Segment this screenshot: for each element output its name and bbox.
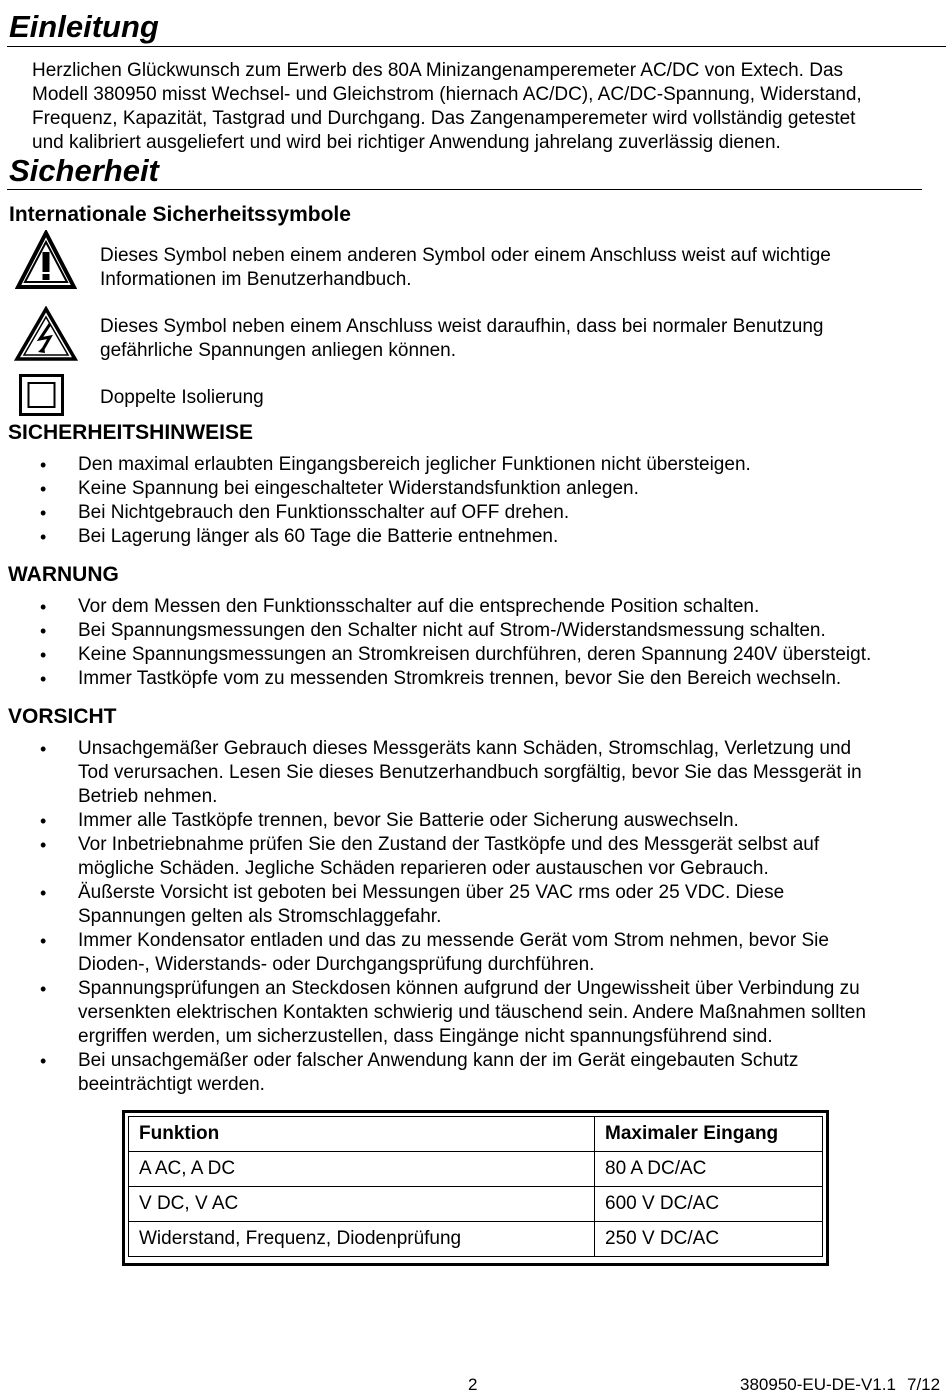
symbol-description: Doppelte Isolierung [100,387,264,408]
paragraph-line: Modell 380950 misst Wechsel- und Gleichstrom (hiernach AC/DC), AC/DC-Spannung, Widerstand, [32,84,862,105]
warning-triangle-icon [15,230,77,290]
symbol-description [100,244,940,292]
symbol-text-line: Dieses Symbol neben einem anderen Symbol oder einem Anschluss weist auf wichtige [100,245,831,266]
paragraph-line: Herzlichen Glückwunsch zum Erwerb des 80A Minizangenamperemeter AC/DC von Extech. Das [32,60,844,81]
symbol-text-line: gefährliche Spannungen anliegen können. [100,340,457,361]
table-row [129,1222,823,1257]
list-item-line: • Spannungsprüfungen an Steckdosen können aufgrund der Ungewissheit über Verbindung zu [78,978,860,999]
double-insulation-icon [19,374,64,416]
list-item-line: • Bei unsachgemäßer oder falscher Anwendung kann der im Gerät eingebauten Schutz [78,1050,799,1071]
list-item-line: • Äußerste Vorsicht ist geboten bei Messungen über 25 VAC rms oder 25 VDC. Diese [78,882,785,903]
table-cell: A AC, A DC [129,1152,595,1187]
table-cell: 80 A DC/AC [595,1152,823,1187]
list-item [8,977,943,1049]
list-item: • Bei Nichtgebrauch den Funktionsschalter auf OFF drehen. [8,501,943,525]
table-header-row [129,1117,823,1152]
symbol-text-line: Informationen im Benutzerhandbuch. [100,269,412,290]
list-item [8,1049,943,1097]
vorsicht-heading: VORSICHT [8,705,117,728]
max-input-table-grid [128,1116,823,1257]
title-rule [7,46,946,47]
list-item-line: versenkten elektrischen Kontakten schwierig und täuschend sein. Andere Maßnahmen sollten [78,1002,866,1023]
list-item-line: beeinträchtigt werden. [78,1074,265,1095]
section-title-einleitung: Einleitung [9,9,159,44]
table-cell: V DC, V AC [129,1187,595,1222]
list-item: • Keine Spannungsmessungen an Stromkreisen durchführen, deren Spannung 240V übersteigt. [8,643,943,667]
list-item [8,929,943,977]
list-item-line: • Unsachgemäßer Gebrauch dieses Messgeräts kann Schäden, Stromschlag, Verletzung und [78,738,852,759]
document-id: 380950-EU-DE-V1.1 [740,1375,896,1394]
symbols-heading: Internationale Sicherheitssymbole [9,203,351,226]
symbol-text-line: Dieses Symbol neben einem Anschluss weist daraufhin, dass bei normaler Benutzung [100,316,824,337]
hinweise-list [8,453,943,549]
list-item-line: ergriffen werden, um sicherzustellen, dass Eingänge nicht spannungsführend sind. [78,1026,773,1047]
symbol-description [100,315,940,363]
title-rule [7,189,922,190]
einleitung-paragraph [32,59,942,155]
table-header-cell: Maximaler Eingang [595,1117,823,1152]
list-item: • Bei Lagerung länger als 60 Tage die Batterie entnehmen. [8,525,943,549]
table-row [129,1187,823,1222]
list-item [8,881,943,929]
paragraph-line: Frequenz, Kapazität, Tastgrad und Durchgang. Das Zangenamperemeter wird vollständig getestet [32,108,856,129]
max-input-table [122,1110,829,1266]
list-item-line: Spannungen gelten als Stromschlaggefahr. [78,906,442,927]
warnung-heading: WARNUNG [8,563,119,586]
table-header-cell: Funktion [129,1117,595,1152]
warnung-list [8,595,943,691]
list-item-line: • Vor Inbetriebnahme prüfen Sie den Zustand der Tastköpfe und des Messgerät selbst auf [78,834,820,855]
list-item-line: Betrieb nehmen. [78,786,218,807]
table-cell: 250 V DC/AC [595,1222,823,1257]
list-item-line: mögliche Schäden. Jegliche Schäden reparieren oder austauschen vor Gebrauch. [78,858,769,879]
list-item-line: • Immer alle Tastköpfe trennen, bevor Sie Batterie oder Sicherung auswechseln. [78,810,739,831]
page-number: 2 [468,1375,478,1394]
list-item [8,833,943,881]
list-item: • Bei Spannungsmessungen den Schalter nicht auf Strom-/Widerstandsmessung schalten. [8,619,943,643]
list-item [8,809,943,833]
table-row [129,1152,823,1187]
table-cell: 600 V DC/AC [595,1187,823,1222]
hinweise-heading: SICHERHEITSHINWEISE [8,421,254,444]
list-item [8,737,943,809]
list-item: • Keine Spannung bei eingeschalteter Widerstandsfunktion anlegen. [8,477,943,501]
high-voltage-icon [14,306,78,362]
vorsicht-list [8,737,943,1097]
list-item: • Vor dem Messen den Funktionsschalter auf die entsprechende Position schalten. [8,595,943,619]
section-title-sicherheit: Sicherheit [9,153,159,188]
table-cell: Widerstand, Frequenz, Diodenprüfung [129,1222,595,1257]
paragraph-line: und kalibriert ausgeliefert und wird bei richtiger Anwendung jahrelang zuverlässig dienen. [32,132,781,153]
list-item: • Immer Tastköpfe vom zu messenden Stromkreis trennen, bevor Sie den Bereich wechseln. [8,667,943,691]
document-date: 7/12 [907,1375,941,1394]
list-item-line: Tod verursachen. Lesen Sie dieses Benutzerhandbuch sorgfältig, bevor Sie das Messgerät in [78,762,862,783]
list-item-line: Dioden-, Widerstands- oder Durchgangsprüfung durchführen. [78,954,595,975]
list-item-line: • Immer Kondensator entladen und das zu messende Gerät vom Strom nehmen, bevor Sie [78,930,829,951]
list-item: • Den maximal erlaubten Eingangsbereich jeglicher Funktionen nicht übersteigen. [8,453,943,477]
